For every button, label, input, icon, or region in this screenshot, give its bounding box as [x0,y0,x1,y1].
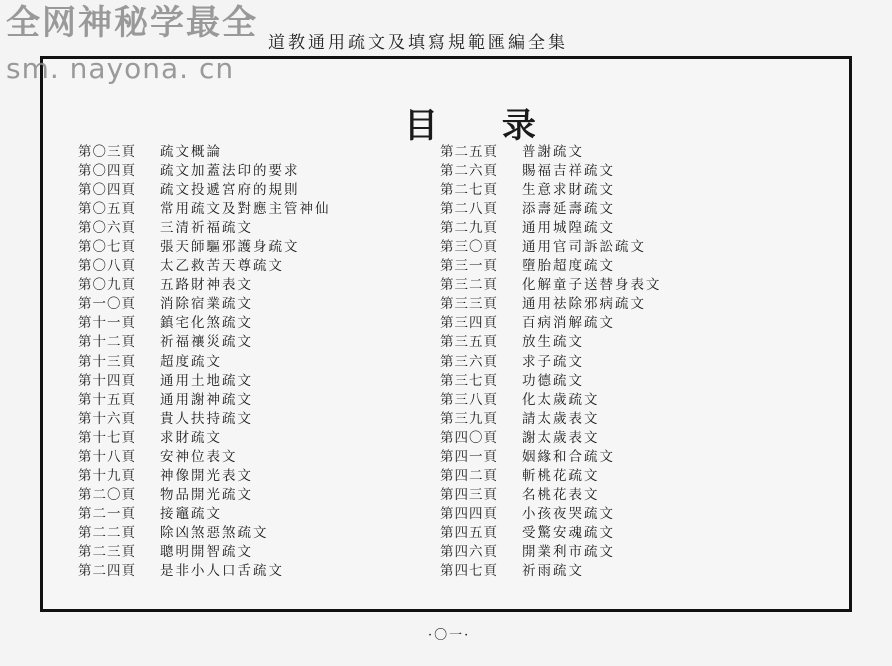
toc-entry-title: 祈雨疏文 [522,563,584,580]
toc-entry-page: 第十一頁 [78,315,136,332]
toc-entry-title: 祈福禳災疏文 [160,334,253,351]
toc-entry-page: 第四七頁 [440,563,498,580]
toc-entry-page: 第〇三頁 [78,144,136,160]
toc-entry[interactable] [78,467,331,486]
toc-entry[interactable] [440,257,662,276]
watermark-url: sm. nayona. cn [6,52,235,85]
toc-entry-page: 第十七頁 [78,429,136,446]
toc-entry-page: 第四〇頁 [440,429,498,446]
toc-entry-title: 安神位表文 [160,448,238,465]
toc-entry-title: 太乙救苦天尊疏文 [160,258,284,275]
toc-entry[interactable] [78,162,331,181]
toc-entry-title: 添壽延壽疏文 [522,201,615,218]
toc-entry[interactable] [78,524,331,543]
toc-entry-page: 第四一頁 [440,448,498,465]
toc-entry-title: 張天師驅邪護身疏文 [160,239,300,256]
toc-entry-page: 第十四頁 [78,372,136,389]
toc-entry-page: 第十二頁 [78,334,136,351]
toc-entry[interactable] [78,543,331,562]
toc-entry[interactable] [440,162,662,181]
toc-column-left [78,143,331,581]
toc-entry[interactable] [78,505,331,524]
page-number: ·〇一· [428,628,471,643]
toc-entry-title: 三清祈福疏文 [160,220,253,237]
toc-entry-title: 通用祛除邪病疏文 [522,296,646,313]
toc-entry[interactable] [440,562,662,581]
toc-entry[interactable] [78,181,331,200]
toc-entry[interactable] [440,314,662,333]
toc-entry-page: 第十六頁 [78,410,136,427]
toc-entry[interactable] [78,372,331,391]
toc-entry-title: 常用疏文及對應主管神仙 [160,201,331,218]
toc-entry[interactable] [78,333,331,352]
toc-entry-title: 通用土地疏文 [160,372,253,389]
toc-entry-title: 五路財神表文 [160,277,253,294]
toc-entry-title: 化太歲疏文 [522,391,600,408]
toc-entry-page: 第四二頁 [440,467,498,484]
toc-entry-page: 第三五頁 [440,334,498,351]
toc-entry-page: 第三二頁 [440,277,498,294]
toc-entry-page: 第三九頁 [440,410,498,427]
toc-entry[interactable] [78,410,331,429]
toc-entry-title: 名桃花表文 [522,486,600,503]
toc-entry[interactable] [440,333,662,352]
toc-entry-page: 第四三頁 [440,486,498,503]
toc-entry[interactable] [78,486,331,505]
toc-entry-title: 放生疏文 [522,334,584,351]
toc-entry-title: 是非小人口舌疏文 [160,563,284,580]
toc-entry[interactable] [440,181,662,200]
toc-entry-title: 疏文概論 [160,144,222,160]
toc-entry-page: 第二〇頁 [78,486,136,503]
toc-heading: 目 录 [404,106,562,146]
toc-entry[interactable] [78,200,331,219]
toc-entry-title: 物品開光疏文 [160,486,253,503]
toc-entry-page: 第十五頁 [78,391,136,408]
toc-entry-title: 賜福吉祥疏文 [522,163,615,180]
toc-entry-page: 第三一頁 [440,258,498,275]
toc-entry-page: 第〇八頁 [78,258,136,275]
toc-entry-page: 第三八頁 [440,391,498,408]
toc-entry-title: 神像開光表文 [160,467,253,484]
toc-entry[interactable] [78,295,331,314]
toc-entry-page: 第二六頁 [440,163,498,180]
toc-entry[interactable] [440,410,662,429]
toc-entry-title: 接竈疏文 [160,505,222,522]
toc-entry-title: 謝太歲表文 [522,429,600,446]
toc-entry-page: 第二一頁 [78,505,136,522]
toc-entry[interactable] [78,429,331,448]
toc-entry[interactable] [78,219,331,238]
toc-entry-title: 姻緣和合疏文 [522,448,615,465]
toc-entry-title: 疏文投遞宮府的規則 [160,182,300,199]
toc-entry-page: 第四六頁 [440,543,498,560]
toc-entry[interactable] [440,391,662,410]
toc-entry-page: 第二八頁 [440,201,498,218]
toc-entry-page: 第二九頁 [440,220,498,237]
toc-entry[interactable] [78,562,331,581]
toc-entry-title: 除凶煞惡煞疏文 [160,524,269,541]
toc-entry-page: 第〇四頁 [78,182,136,199]
toc-entry-title: 通用城隍疏文 [522,220,615,237]
toc-entry-title: 生意求財疏文 [522,182,615,199]
toc-entry[interactable] [78,143,331,162]
toc-entry-title: 小孩夜哭疏文 [522,505,615,522]
toc-entry-page: 第〇七頁 [78,239,136,256]
toc-entry-page: 第〇六頁 [78,220,136,237]
toc-column-right [440,143,662,581]
toc-entry[interactable] [78,391,331,410]
toc-entry-title: 受驚安魂疏文 [522,524,615,541]
toc-entry[interactable] [440,467,662,486]
toc-entry[interactable] [440,505,662,524]
toc-entry-page: 第二四頁 [78,563,136,580]
toc-entry[interactable] [440,429,662,448]
toc-entry-title: 功德疏文 [522,372,584,389]
book-title: 道教通用疏文及填寫規範匯編全集 [268,33,568,53]
toc-entry-page: 第一〇頁 [78,296,136,313]
toc-entry[interactable] [440,295,662,314]
toc-entry-title: 求財疏文 [160,429,222,446]
toc-entry[interactable] [440,238,662,257]
toc-entry-page: 第四五頁 [440,524,498,541]
toc-entry-page: 第十八頁 [78,448,136,465]
toc-entry-title: 鎮宅化煞疏文 [160,315,253,332]
toc-entry-title: 普謝疏文 [522,144,584,160]
toc-entry-page: 第三六頁 [440,353,498,370]
toc-entry-title: 通用官司訴訟疏文 [522,239,646,256]
watermark [6,4,258,86]
toc-entry[interactable] [440,219,662,238]
toc-entry-title: 超度疏文 [160,353,222,370]
toc-entry[interactable] [440,486,662,505]
toc-entry-page: 第三七頁 [440,372,498,389]
toc-entry-page: 第〇四頁 [78,163,136,180]
toc-entry-page: 第十三頁 [78,353,136,370]
toc-entry[interactable] [440,543,662,562]
toc-entry-page: 第四四頁 [440,505,498,522]
toc-entry[interactable] [78,353,331,372]
toc-entry[interactable] [78,276,331,295]
toc-entry-page: 第〇九頁 [78,277,136,294]
toc-entry[interactable] [440,353,662,372]
toc-entry[interactable] [78,238,331,257]
toc-entry[interactable] [78,448,331,467]
toc-entry-page: 第三〇頁 [440,239,498,256]
toc-entry[interactable] [78,257,331,276]
toc-entry[interactable] [78,314,331,333]
toc-entry-title: 開業利市疏文 [522,543,615,560]
toc-entry[interactable] [440,524,662,543]
toc-entry-page: 第二二頁 [78,524,136,541]
toc-entry[interactable] [440,276,662,295]
toc-entry-title: 通用謝神疏文 [160,391,253,408]
toc-entry-title: 聰明開智疏文 [160,543,253,560]
toc-entry-title: 貴人扶持疏文 [160,410,253,427]
toc-entry-page: 第〇五頁 [78,201,136,218]
toc-entry[interactable] [440,372,662,391]
toc-entry-title: 請太歲表文 [522,410,600,427]
toc-entry-title: 疏文加蓋法印的要求 [160,163,300,180]
watermark-title: 全网神秘学最全 [6,3,258,43]
toc-entry[interactable] [440,448,662,467]
toc-entry-page: 第十九頁 [78,467,136,484]
toc-entry-title: 墮胎超度疏文 [522,258,615,275]
toc-entry-title: 消除宿業疏文 [160,296,253,313]
toc-entry-page: 第三三頁 [440,296,498,313]
toc-entry-page: 第二三頁 [78,543,136,560]
toc-entry-title: 斬桃花疏文 [522,467,600,484]
toc-entry-title: 百病消解疏文 [522,315,615,332]
toc-entry-title: 化解童子送替身表文 [522,277,662,294]
toc-entry-page: 第二七頁 [440,182,498,199]
toc-entry-page: 第二五頁 [440,144,498,160]
toc-entry[interactable] [440,143,662,162]
toc-entry-title: 求子疏文 [522,353,584,370]
toc-entry-page: 第三四頁 [440,315,498,332]
toc-entry[interactable] [440,200,662,219]
